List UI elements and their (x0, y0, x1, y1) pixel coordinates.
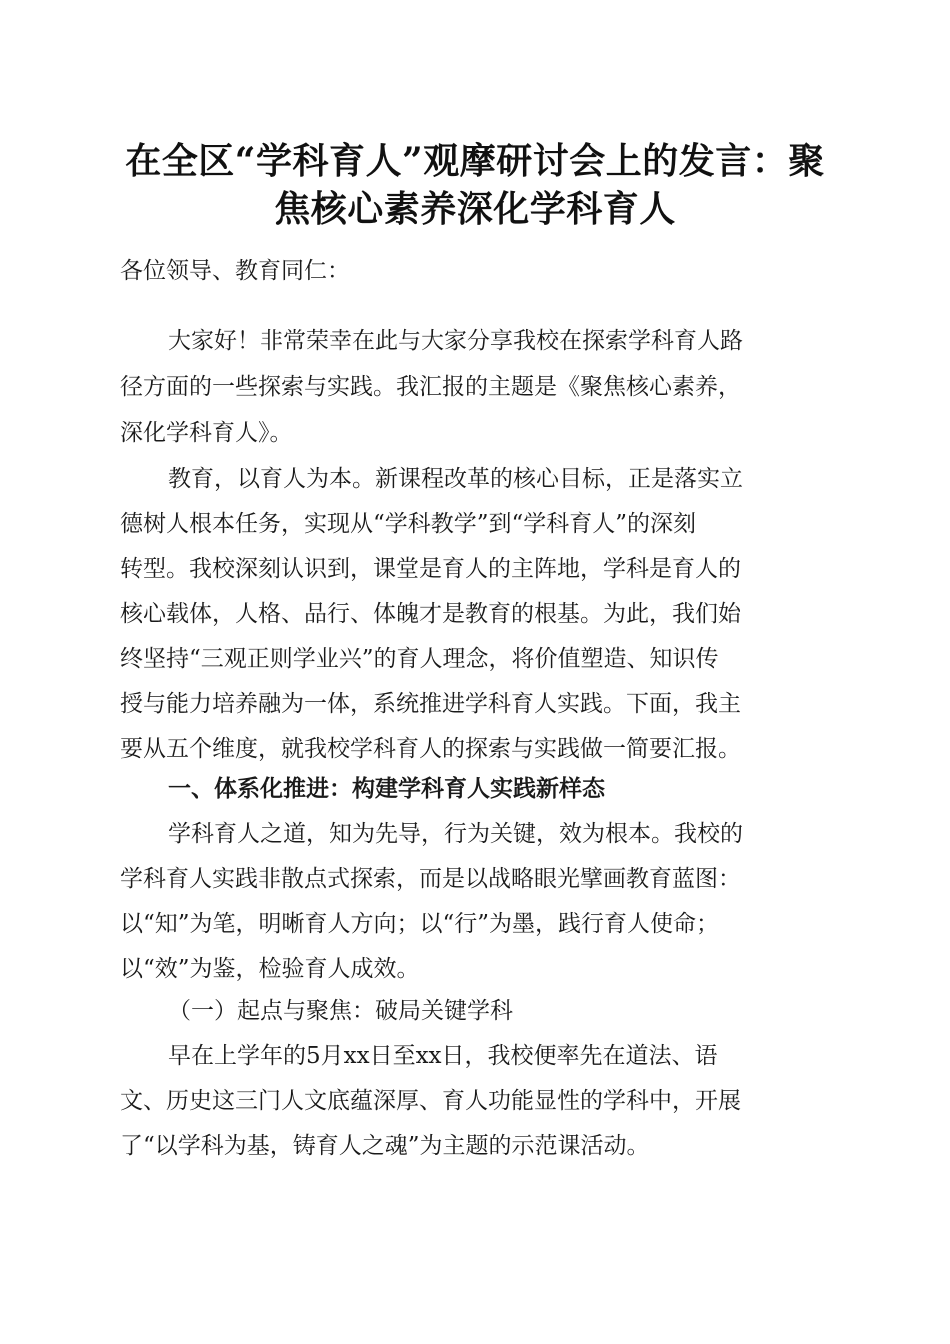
document-title-line-2: 焦核心素养深化学科育人 (274, 188, 676, 230)
paragraph-4-line-1: 早在上学年的5月xx日至xx日，我校便率先在道法、语 (168, 1043, 718, 1069)
paragraph-1-line-3: 深化学科育人》。 (120, 420, 293, 446)
paragraph-4-line-2: 文、历史这三门人文底蕴深厚、育人功能显性的学科中，开展 (120, 1088, 741, 1114)
paragraph-1-line-2: 径方面的一些探索与实践。我汇报的主题是《聚焦核心素养， (120, 374, 741, 400)
paragraph-2-line-7: 要从五个维度，就我校学科育人的探索与实践做一简要汇报。 (120, 736, 741, 762)
paragraph-3-line-2: 学科育人实践非散点式探索，而是以战略眼光擘画教育蓝图： (120, 866, 741, 892)
salutation: 各位领导、教育同仁： (120, 258, 350, 284)
document-title-line-1: 在全区“学科育人”观摩研讨会上的发言：聚 (125, 140, 825, 182)
paragraph-4-line-3: 了“以学科为基，铸育人之魂”为主题的示范课活动。 (120, 1133, 650, 1159)
paragraph-3-line-3: 以“知”为笔，明晰育人方向；以“行”为墨，践行育人使命； (120, 911, 720, 937)
paragraph-2-line-5: 终坚持“三观正则学业兴”的育人理念，将价值塑造、知识传 (120, 646, 719, 672)
paragraph-2-line-2: 德树人根本任务，实现从“学科教学”到“学科育人”的深刻 (120, 511, 697, 537)
section-1-heading: 一、体系化推进：构建学科育人实践新样态 (168, 776, 605, 802)
paragraph-2-line-6: 授与能力培养融为一体，系统推进学科育人实践。下面，我主 (120, 691, 741, 717)
paragraph-2-line-4: 核心载体，人格、品行、体魄才是教育的根基。为此，我们始 (120, 601, 741, 627)
paragraph-1-line-1: 大家好！非常荣幸在此与大家分享我校在探索学科育人路 (168, 328, 743, 354)
paragraph-2-line-1: 教育，以育人为本。新课程改革的核心目标，正是落实立 (168, 466, 743, 492)
paragraph-3-line-1: 学科育人之道，知为先导，行为关键，效为根本。我校的 (168, 821, 743, 847)
paragraph-3-line-4: 以“效”为鉴，检验育人成效。 (120, 956, 420, 982)
subsection-1-heading: （一）起点与聚焦：破局关键学科 (168, 998, 513, 1024)
paragraph-2-line-3: 转型。我校深刻认识到，课堂是育人的主阵地，学科是育人的 (120, 556, 741, 582)
